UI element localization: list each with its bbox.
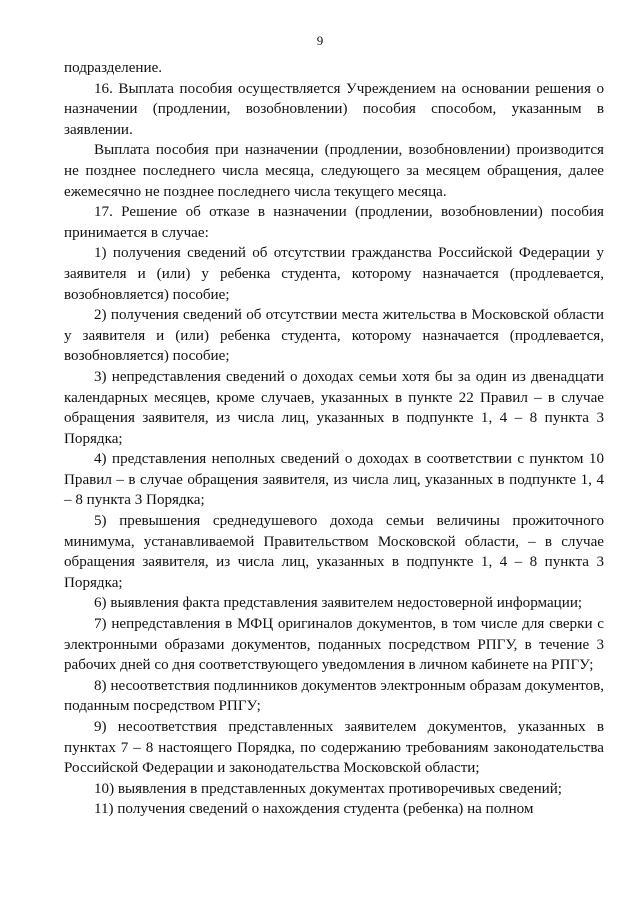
list-item-4: 4) представления неполных сведений о доходах в соответствии с пунктом 10 Правил – в случае обращения заявителя, из числа лиц, указанных в подпункте 1, 4 – 8 пункта 3 Порядка; — [64, 451, 604, 509]
paragraph-item-16: 16. Выплата пособия осуществляется Учреждением на основании решения о назначении (продлении, возобновлении) пособия способом, указанным в заявлении. — [64, 80, 604, 138]
list-item-6: 6) выявления факта представления заявителем недостоверной информации; — [94, 595, 583, 612]
list-item-7: 7) непредставления в МФЦ оригиналов документов, в том числе для сверки с электронными образами документов, поданных посредством РПГУ, в течение 3 рабочих дней со дня соответствующего уведомления в личном кабинете на РПГУ; — [64, 616, 604, 674]
list-item-1: 1) получения сведений об отсутствии гражданства Российской Федерации у заявителя и (или) у ребенка студента, которому назначается (продлевается, возобновляется) пособие; — [64, 245, 604, 303]
document-body — [64, 58, 604, 820]
list-item-10: 10) выявления в представленных документах противоречивых сведений; — [94, 780, 563, 797]
list-item-5: 5) превышения среднедушевого дохода семьи величины прожиточного минимума, устанавливаемой Правительством Московской области, – в случае обращения заявителя, из числа лиц, указанных в подпункте 1, 4 – 8 пункта 3 Порядка; — [64, 513, 604, 591]
paragraph-item-17: 17. Решение об отказе в назначении (продлении, возобновлении) пособия принимается в случае: — [64, 204, 604, 241]
list-item-8: 8) несоответствия подлинников документов электронным образам документов, поданным посредством РПГУ; — [64, 677, 604, 715]
paragraph-payment-terms: Выплата пособия при назначении (продлении, возобновлении) производится не позднее последнего числа месяца, следующего за месяцем обращения, далее ежемесячно не позднее последнего числа текущего месяца. — [64, 142, 604, 200]
list-item-11: 11) получения сведений о нахождения студента (ребенка) на полном — [94, 801, 534, 818]
list-item-9: 9) несоответствия представленных заявителем документов, указанных в пунктах 7 – 8 настоящего Порядка, по содержанию требованиям законодательства Российской Федерации и законодательства Московской области; — [64, 719, 604, 777]
list-item-2: 2) получения сведений об отсутствии места жительства в Московской области у заявителя и (или) ребенка студента, которому назначается (продлевается, возобновляется) пособие; — [64, 307, 604, 365]
paragraph-continuation: подразделение. — [64, 60, 163, 76]
list-item-3: 3) непредставления сведений о доходах семьи хотя бы за один из двенадцати календарных месяцев, кроме случаев, указанных в пункте 22 Правил – в случае обращения заявителя, из числа лиц, указанных в подпункте 1, 4 – 8 пункта 3 Порядка; — [64, 368, 604, 447]
page-number: 9 — [316, 33, 324, 48]
